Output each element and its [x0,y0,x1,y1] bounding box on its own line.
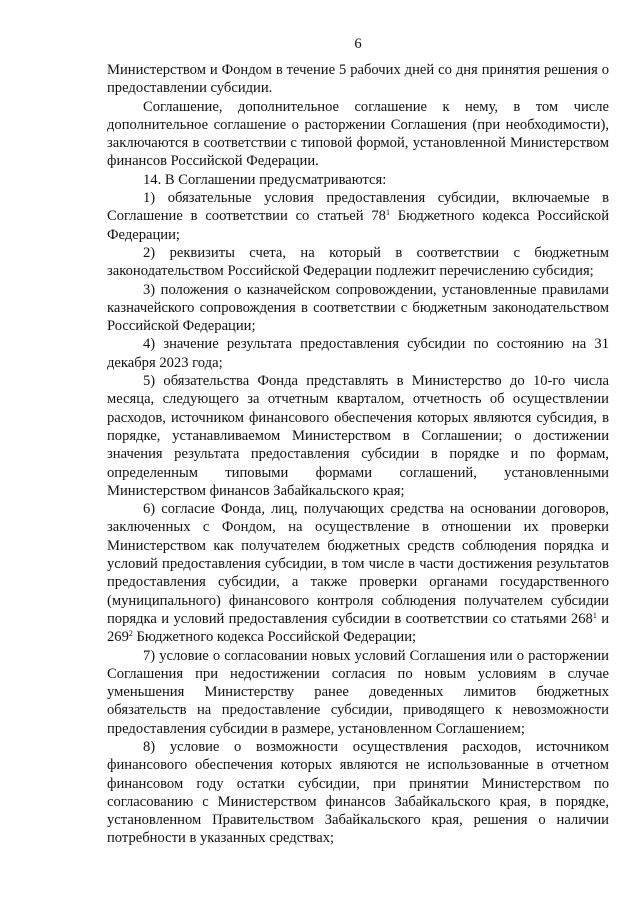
page-number: 6 [354,36,362,52]
list-item-6-text-b: и 269 [107,610,609,646]
list-item-5: 5) обязательства Фонда представлять в Министерство до 10-го числа месяца, следующего за отчетным кварталом, отчетность об осуществлении расходов, источником финансового обеспечения которых являются субсидия, в порядке, устанавливаемом Министерством в Соглашении; о достижении значения результата предоставления субсидии в порядке и по формам, определенным типовыми формами соглашений, установленными Министерством финансов Забайкальского края; [107,373,609,499]
list-item-1-text-a: 1) обязательные условия предоставления субсидии, включаемые в Соглашение в соответствии со статьей 78 [107,190,609,225]
list-item-6 [107,500,609,646]
list-item-1 [107,189,609,244]
superscript: 1 [385,208,390,218]
paragraph-continuation: Министерством и Фондом в течение 5 рабочих дней со дня принятия решения о предоставлении субсидии. [107,62,609,97]
superscript: 2 [128,629,133,639]
list-item-7: 7) условие о согласовании новых условий Соглашения или о расторжении Соглашения при недостижении согласия по новым условиям в случае уменьшения Министерству ранее доведенных лимитов бюджетных обязательств на предоставление субсидии, приводящего к невозможности предоставления субсидии в размере, установленном Соглашением; [107,647,609,737]
list-item-6-text-a: 6) согласие Фонда, лиц, получающих средства на основании договоров, заключенных с Фондом, на осуществление в отношении их проверки Министерством как получателем бюджетных средств соблюдения порядка и условий предоставления субсидии, в том числе в части достижения результатов предоставления субсидии, а также проверки органами государственного (муниципального) финансового контроля соблюдения получателем субсидии порядка и условий предоставления субсидии в соответствии со статьями 268 [107,501,609,627]
list-item-6-text-c: Бюджетного кодекса Российской Федерации; [132,629,417,646]
list-item-8: 8) условие о возможности осуществления расходов, источником финансового обеспечения которых являются не использованные в отчетном финансовом году остатки субсидии, при принятии Министерством по согласованию с Министерством финансов Забайкальского края, в порядке, установленном Правительством Забайкальского края, решения о наличии потребности в указанных средствах; [107,738,609,847]
list-item-3: 3) положения о казначейском сопровождении, установленные правилами казначейского сопровождения в соответствии с бюджетным законодательством Российской Федерации; [107,281,609,335]
list-item-4: 4) значение результата предоставления субсидии по состоянию на 31 декабря 2023 года; [107,336,609,371]
superscript: 1 [592,610,597,620]
paragraph-item-14-heading: 14. В Соглашении предусматриваются: [143,171,387,188]
list-item-2: 2) реквизиты счета, на который в соответствии с бюджетным законодательством Российской Федерации подлежит перечислению субсидия; [107,244,609,280]
document-page [107,36,609,848]
list-item-1-text-b: Бюджетного кодекса Российской Федерации; [107,208,610,243]
paragraph-agreement-form: Соглашение, дополнительное соглашение к нему, в том числе дополнительное соглашение о расторжении Соглашения (при необходимости), заключаются в соответствии с типовой формой, установленной Министерством финансов Российской Федерации. [107,98,609,170]
